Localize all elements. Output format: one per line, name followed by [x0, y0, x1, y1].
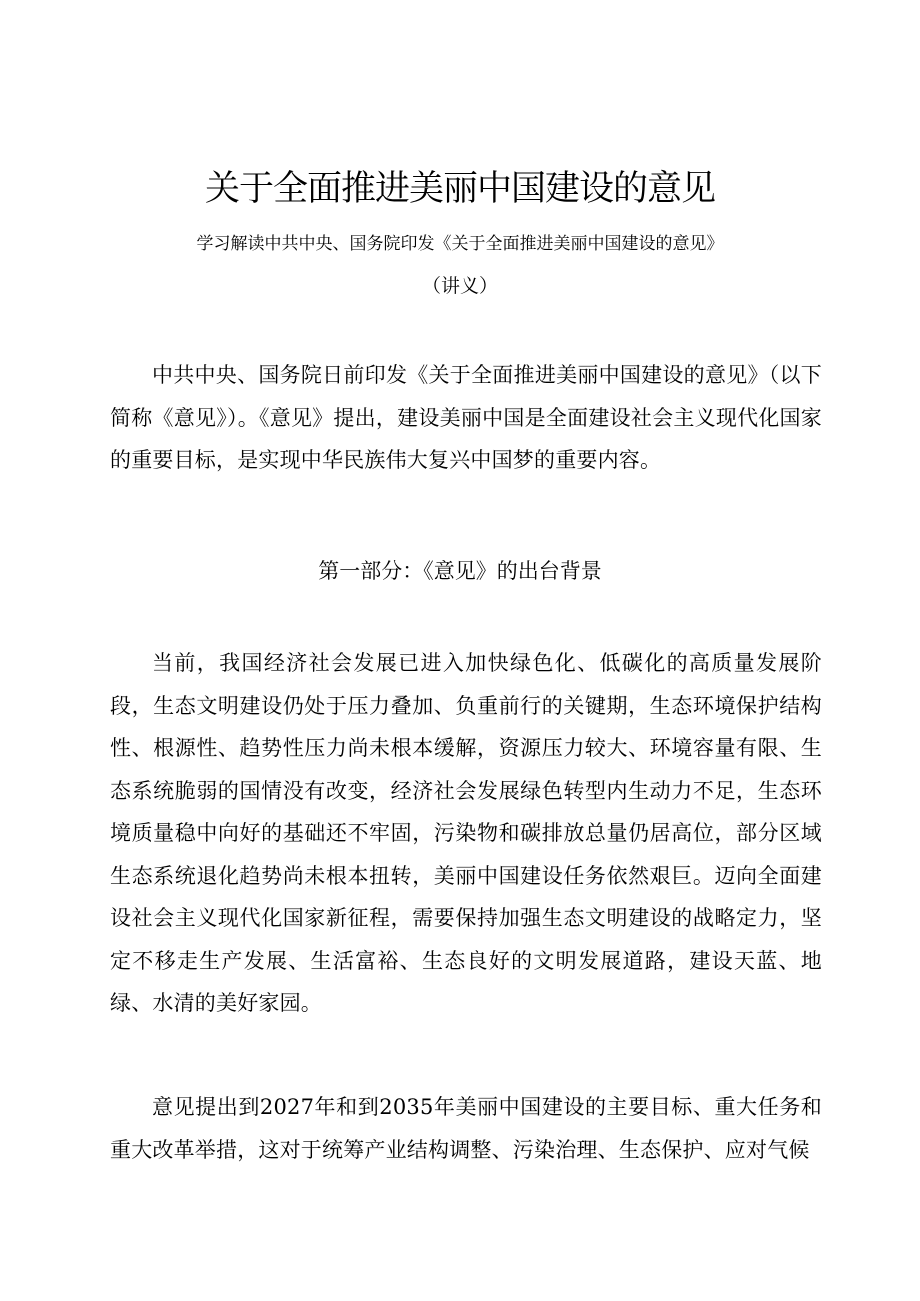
- document-note: （讲义）: [421, 275, 498, 297]
- intro-paragraph: 中共中央、国务院日前印发《关于全面推进美丽中国建设的意见》（以下简称《意见》）。《意见》提出，建设美丽中国是全面建设社会主义现代化国家的重要目标，是实现中华民族伟大复兴中国梦的重要内容。: [110, 363, 822, 472]
- document-title: 关于全面推进美丽中国建设的意见: [204, 169, 715, 209]
- document-subtitle: 学习解读中共中央、国务院印发《关于全面推进美丽中国建设的意见》: [196, 234, 724, 254]
- body-paragraph: 当前，我国经济社会发展已进入加快绿色化、低碳化的高质量发展阶段，生态文明建设仍处于压力叠加、负重前行的关键期，生态环境保护结构性、根源性、趋势性压力尚未根本缓解，资源压力较大、环境容量有限、生态系统脆弱的国情没有改变，经济社会发展绿色转型内生动力不足，生态环境质量稳中向好的基础还不牢固，污染物和碳排放总量仍居高位，部分区域生态系统退化趋势尚未根本扭转，美丽中国建设任务依然艰巨。迈向全面建设社会主义现代化国家新征程，需要保持加强生态文明建设的战略定力，坚定不移走生产发展、生活富裕、生态良好的文明发展道路，建设天蓝、地绿、水清的美好家园。: [110, 651, 822, 1015]
- section-heading: 第一部分：《意见》的出台背景: [318, 559, 602, 583]
- body-paragraph: 意见提出到2027年和到2035年美丽中国建设的主要目标、重大任务和重大改革举措，这对于统筹产业结构调整、污染治理、生态保护、应对气候: [110, 1095, 822, 1162]
